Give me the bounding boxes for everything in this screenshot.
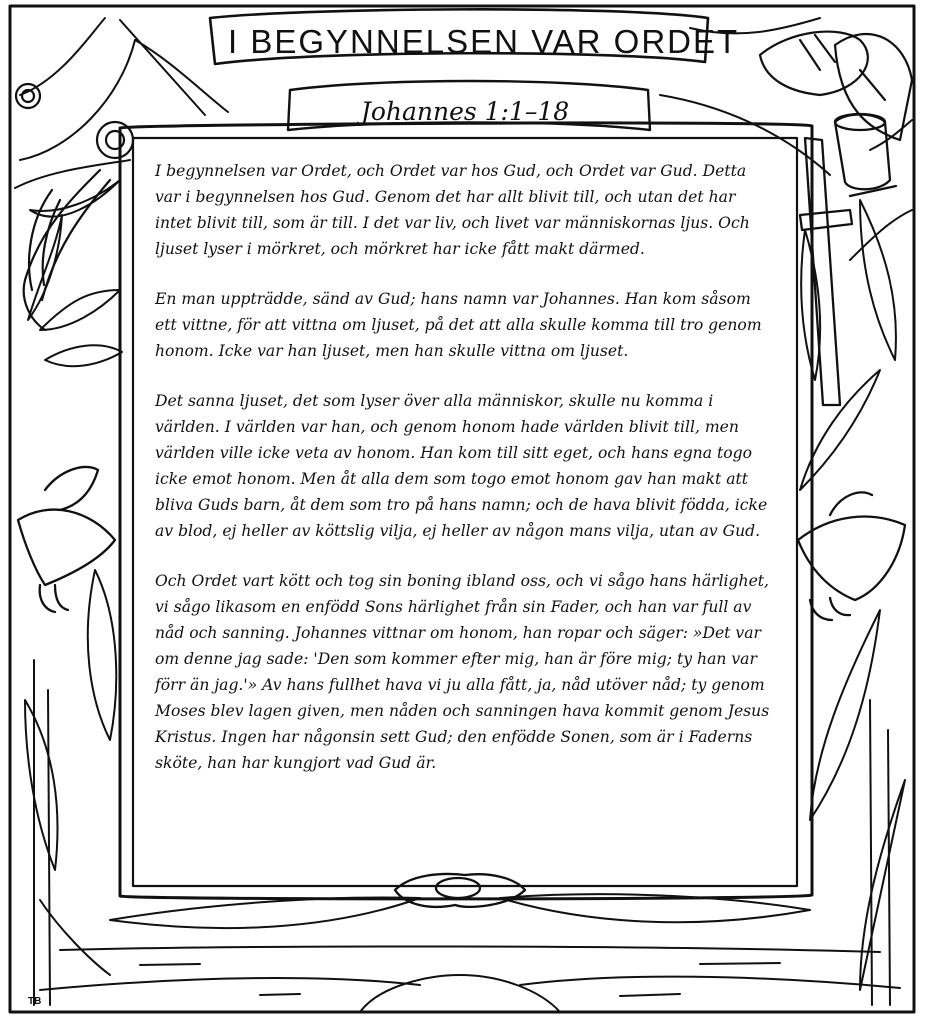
dove-right [798, 492, 905, 620]
paragraph-3: Det sanna ljuset, det som lyser över alla människor, skulle nu komma i världen. I världen var han, och genom honom hade världen blivit till, men världen ville icke veta av honom. Han kom till sitt eget, och hans egna togo icke emot honom. Men åt alla dem som togo emot honom gav han makt att bliva Guds barn, åt dem som tro på hans namn; och de hava blivit födda, icke av blod, ej heller av köttslig vilja, ej heller av någon mans vilja, utan av Gud. [155, 392, 768, 540]
candle-and-cross [800, 114, 896, 405]
scroll-curl-left [16, 84, 133, 158]
scripture-text [133, 138, 797, 886]
paragraph-1: I begynnelsen var Ordet, och Ordet var hos Gud, och Ordet var Gud. Detta var i begynnelsen hos Gud. Genom det har allt blivit till, och utan det har intet blivit till, som är till. I det var liv, och livet var människornas ljus. Och ljuset lyser i mörkret, och mörkret har icke fått makt därmed. [155, 162, 750, 258]
paragraph-4: Och Ordet vart kött och tog sin boning ibland oss, och vi sågo hans härlighet, vi sågo likasom en enfödd Sons härlighet från sin Fader, och han var full av nåd och sanning. Johannes vittnar om honom, han ropar och säger: »Det var om denne jag sade: 'Den som kommer efter mig, han är före mig; ty han var förr än jag.'» Av hans fullhet hava vi ju alla fått, ja, nåd utöver nåd; ty genom Moses blev lagen given, men nåden och sanningen hava kommit genom Jesus Kristus. Ingen har någonsin sett Gud; den enfödde Sonen, som är i Faderns sköte, han har kungjort vad Gud är. [155, 572, 770, 772]
dove-left [18, 467, 115, 612]
water-lines [40, 946, 900, 1012]
scripture-reference: Johannes 1:1–18 [360, 97, 570, 126]
page-title: I BEGYNNELSEN VAR ORDET [228, 23, 740, 60]
artist-signature: TB [28, 996, 42, 1007]
paragraph-2: En man uppträdde, sänd av Gud; hans namn var Johannes. Han kom såsom ett vittne, för att vittna om ljuset, på det att alla skulle komma till tro genom honom. Icke var han ljuset, men han skulle vittna om ljuset. [155, 290, 762, 360]
